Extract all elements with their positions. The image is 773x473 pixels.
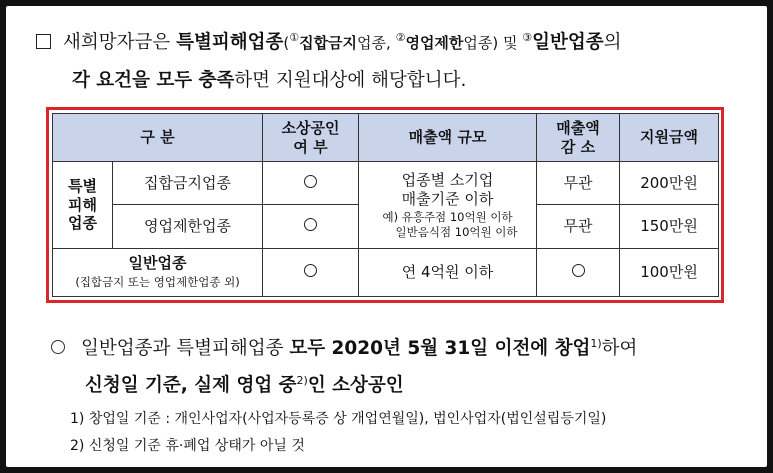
header-support: 지원금액 — [620, 114, 719, 162]
row-type: 영업제한업종 — [113, 205, 263, 248]
intro-line-1: 새희망자금은 특별피해업종(①집합금지업종, ②영업제한업종) 및 ③일반업종의 — [36, 28, 622, 54]
checkbox-square-icon — [36, 34, 51, 49]
footnote-1: 1) 창업일 기준 : 개인사업자(사업자등록증 상 개업연월일), 법인사업자(법인설립등기일) — [70, 411, 607, 427]
intro-text: 새희망자금은 — [63, 32, 177, 53]
condition-bold-founding: 모두 2020년 5월 31일 이전에 창업 — [289, 338, 591, 359]
marker-2: ② — [395, 31, 406, 44]
general-scale: 연 4억원 이하 — [359, 248, 537, 296]
marker-1: ① — [289, 31, 300, 44]
row-amount: 150만원 — [620, 205, 719, 248]
bullet-circle-icon — [51, 340, 65, 354]
row-small-biz — [263, 162, 359, 205]
sales-scale-cell: 업종별 소기업 매출기준 이하 예) 유흥주점 10억원 이하 일반음식점 10억원 이하 — [359, 162, 537, 249]
circle-mark-icon — [304, 175, 317, 188]
document-page — [6, 6, 767, 467]
condition-line-2: 신청일 기준, 실제 영업 중$^{2)}$인 소상공인 — [85, 374, 404, 396]
row-amount: 200만원 — [620, 162, 719, 205]
header-sales-drop: 매출액 감 소 — [537, 114, 620, 162]
marker-3: ③ — [522, 31, 533, 44]
row-drop: 무관 — [537, 205, 620, 248]
header-sales-scale: 매출액 규모 — [359, 114, 537, 162]
circle-mark-icon — [572, 264, 585, 277]
general-amount: 100만원 — [620, 248, 719, 296]
circle-mark-icon — [304, 264, 317, 277]
support-table-frame — [46, 107, 724, 303]
row-type: 집합금지업종 — [113, 162, 263, 205]
intro-bold-requirement: 각 요건을 모두 충족 — [72, 70, 235, 91]
header-small-biz: 소상공인 여 부 — [263, 114, 359, 162]
table-row — [53, 162, 719, 205]
header-category: 구 분 — [53, 114, 263, 162]
intro-paren: (①집합금지업종, ②영업제한업종) 및 — [283, 31, 523, 52]
table-header-row — [53, 114, 719, 162]
support-table — [52, 113, 719, 297]
special-category-cell: 특별 피해 업종 — [53, 162, 113, 249]
intro-bold-general: 일반업종 — [532, 32, 604, 53]
intro-bold-limit: 영업제한 — [405, 34, 464, 52]
general-drop — [537, 248, 620, 296]
table-row-general — [53, 248, 719, 296]
row-drop: 무관 — [537, 162, 620, 205]
row-small-biz — [263, 205, 359, 248]
circle-mark-icon — [304, 218, 317, 231]
intro-line-2: 각 요건을 모두 충족하면 지원대상에 해당합니다. — [72, 70, 467, 91]
footnote-2: 2) 신청일 기준 휴·폐업 상태가 아닐 것 — [70, 438, 305, 454]
general-small-biz — [263, 248, 359, 296]
intro-bold-special: 특별피해업종 — [176, 32, 284, 53]
intro-bold-ban: 집합금지 — [299, 34, 358, 52]
condition-line-1: 일반업종과 특별피해업종 모두 2020년 5월 31일 이전에 창업$^{1)}$하여 — [51, 334, 637, 360]
condition-bold-operating: 신청일 기준, 실제 영업 중 — [85, 375, 297, 396]
general-category-cell: 일반업종 (집합금지 또는 영업제한업종 외) — [53, 248, 263, 296]
